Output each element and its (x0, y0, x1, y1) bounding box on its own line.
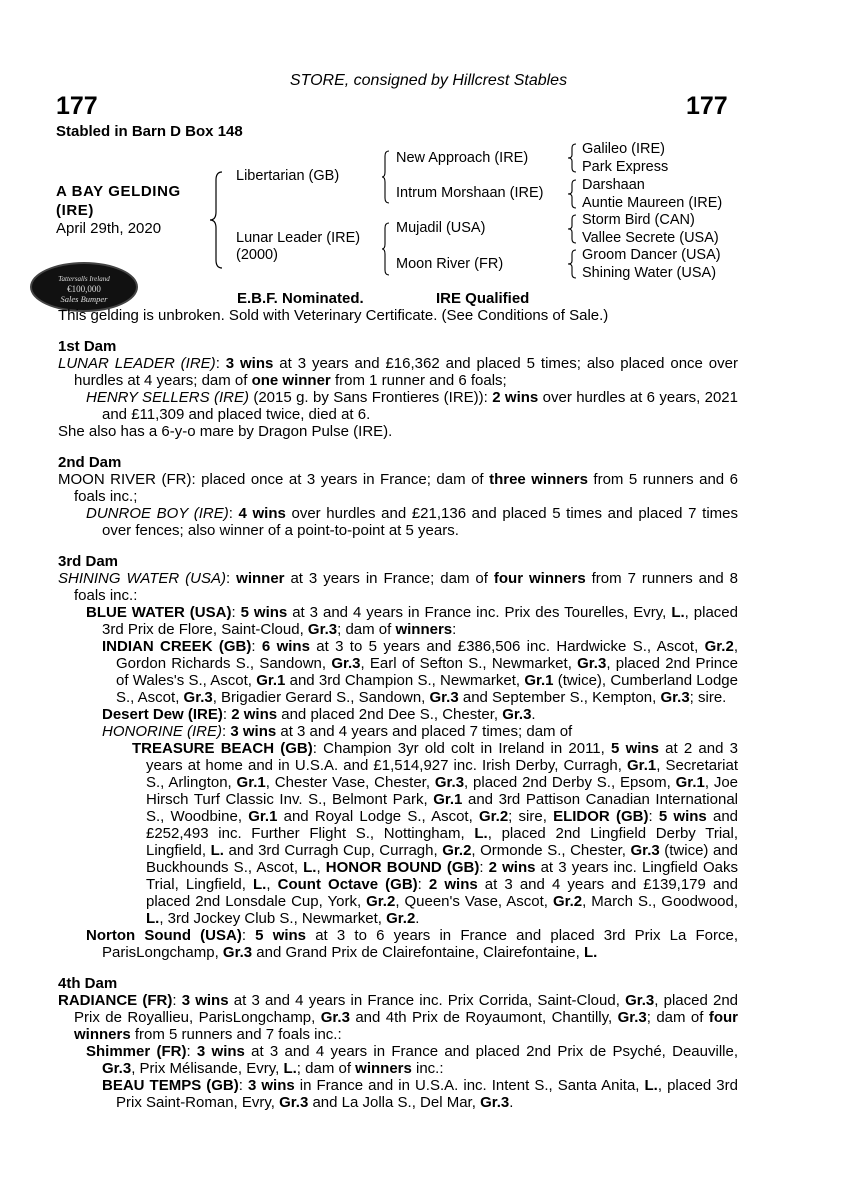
section-heading-1st-dam: 1st Dam (58, 338, 117, 355)
produce-record (58, 338, 738, 1111)
pedigree-brace-g1 (566, 142, 578, 174)
pedigree-dam: Lunar Leader (IRE) (236, 230, 361, 246)
dam-1-produce: HENRY SELLERS (IRE) (2015 g. by Sans Frontieres (IRE)): 2 wins over hurdles at 6 years, 2021 and £11,309 and placed twice, died at 6. (86, 389, 738, 423)
stabling-info: Stabled in Barn D Box 148 (56, 123, 243, 140)
horse-description: A BAY GELDING (56, 183, 181, 200)
dam-3-produce-treasure-beach: TREASURE BEACH (GB): Champion 3yr old colt in Ireland in 2011, 5 wins at 2 and 3 years at home and in U.S.A. and £1,514,927 inc. Irish Derby, Curragh, Gr.1, Secretariat S., Arlington, Gr.1, Chester Vase, Chester, Gr.3, placed 2nd Derby S., Epsom, Gr.1, Joe Hirsch Turf Classic Inv. S., Belmont Park, Gr.1 and 3rd Pattison Canadian International S., Woodbine, Gr.1 and Royal Lodge S., Ascot, Gr.2; sire, ELIDOR (GB): 5 wins and £252,493 inc. Further Flight S., Nottingham, L., placed 2nd Lingfield Derby Trial, Lingfield, L. and 3rd Curragh Cup, Curragh, Gr.2, Ormonde S., Chester, Gr.3 (twice) and Buckhounds S., Ascot, L., HONOR BOUND (GB): 2 wins at 3 years inc. Lingfield Oaks Trial, Lingfield, L., Count Octave (GB): 2 wins at 3 and 4 years and £139,179 and placed 2nd Lonsdale Cup, York, Gr.2, Queen's Vase, Ascot, Gr.2, March S., Goodwood, L., 3rd Jockey Club S., Newmarket, Gr.2. (132, 740, 739, 927)
logo-line-3: Sales Bumper (60, 294, 108, 304)
pedigree-sire: Libertarian (GB) (236, 168, 340, 184)
pedigree-brace-g2 (566, 178, 578, 210)
logo-line-1: Tattersalls Ireland (58, 275, 110, 283)
consignor-line: STORE, consigned by Hillcrest Stables (289, 72, 568, 89)
dam-1-note: She also has a 6-y-o mare by Dragon Pulse (IRE). (58, 423, 393, 440)
lot-number-left: 177 (56, 92, 98, 120)
pedigree-sire-sire: New Approach (IRE) (396, 150, 529, 166)
pedigree-brace-sire (380, 149, 392, 205)
dam-3-produce-honorine: HONORINE (IRE): 3 wins at 3 and 4 years and placed 7 times; dam of (102, 723, 573, 740)
logo-line-2: €100,000 (67, 284, 101, 294)
dam-2-produce: DUNROE BOY (IRE): 4 wins over hurdles and £21,136 and placed 5 times and placed 7 times over fences; also winner of a point-to-point at 5 years. (86, 505, 738, 539)
pedigree-brace-main (208, 170, 228, 270)
horse-country: (IRE) (56, 202, 94, 219)
pedigree-g2: Park Express (582, 159, 669, 175)
ebf-status: E.B.F. Nominated. (237, 290, 364, 307)
pedigree-brace-g4 (566, 248, 578, 280)
pedigree-g7: Groom Dancer (USA) (582, 247, 721, 263)
section-heading-3rd-dam: 3rd Dam (58, 553, 119, 570)
sales-bumper-logo (30, 262, 138, 312)
lot-number-right: 177 (686, 92, 728, 120)
pedigree-dam-dam: Moon River (FR) (396, 256, 504, 272)
pedigree-brace-g3 (566, 213, 578, 245)
dam-3-produce-norton-sound: Norton Sound (USA): 5 wins at 3 to 6 years in France and placed 3rd Prix La Force, ParisLongchamp, Gr.3 and Grand Prix de Clairefontaine, Clairefontaine, L. (86, 927, 738, 961)
pedigree-dam-sire: Mujadil (USA) (396, 220, 486, 236)
dam-4-entry: RADIANCE (FR): 3 wins at 3 and 4 years in France inc. Prix Corrida, Saint-Cloud, Gr.3, placed 2nd Prix de Royallieu, ParisLongchamp, Gr.3 and 4th Prix de Royaumont, Chantilly, Gr.3; dam of four winners from 5 runners and 7 foals inc.: (58, 992, 739, 1043)
pedigree-g5: Storm Bird (CAN) (582, 212, 695, 228)
dam-2-entry: MOON RIVER (FR): placed once at 3 years in France; dam of three winners from 5 runners and 6 foals inc.; (58, 471, 738, 505)
dam-1-entry: LUNAR LEADER (IRE): 3 wins at 3 years and £16,362 and placed 5 times; also placed once over hurdles at 4 years; dam of one winner from 1 runner and 6 foals; (58, 355, 738, 389)
pedigree-dam-year: (2000) (236, 247, 278, 263)
dam-4-produce-beau-temps: BEAU TEMPS (GB): 3 wins in France and in U.S.A. inc. Intent S., Santa Anita, L., placed 3rd Prix Saint-Roman, Evry, Gr.3 and La Jolla S., Del Mar, Gr.3. (102, 1077, 738, 1111)
dam-4-produce-shimmer: Shimmer (FR): 3 wins at 3 and 4 years in France and placed 2nd Prix de Psyché, Deauville, Gr.3, Prix Mélisande, Evry, L.; dam of winners inc.: (86, 1043, 738, 1077)
section-heading-4th-dam: 4th Dam (58, 975, 118, 992)
sale-note: This gelding is unbroken. Sold with Veterinary Certificate. (See Conditions of Sale.) (58, 307, 609, 324)
dam-3-entry: SHINING WATER (USA): winner at 3 years in France; dam of four winners from 7 runners and 8 foals inc.: (58, 570, 739, 604)
foaling-date: April 29th, 2020 (56, 220, 162, 237)
ire-status: IRE Qualified (436, 290, 530, 307)
dam-3-produce-indian-creek: INDIAN CREEK (GB): 6 wins at 3 to 5 years and £386,506 inc. Hardwicke S., Ascot, Gr.2, Gordon Richards S., Sandown, Gr.3, Earl of Sefton S., Newmarket, Gr.3, placed 2nd Prince of Wales's S., Ascot, Gr.1 and 3rd Champion S., Newmarket, Gr.1 (twice), Cumberland Lodge S., Ascot, Gr.3, Brigadier Gerard S., Sandown, Gr.3 and September S., Kempton, Gr.3; sire. (102, 638, 738, 706)
section-heading-2nd-dam: 2nd Dam (58, 454, 122, 471)
dam-3-produce-blue-water: BLUE WATER (USA): 5 wins at 3 and 4 years in France inc. Prix des Tourelles, Evry, L., placed 3rd Prix de Flore, Saint-Cloud, Gr.3; dam of winners: (86, 604, 738, 638)
pedigree-g4: Auntie Maureen (IRE) (582, 195, 723, 211)
pedigree-g6: Vallee Secrete (USA) (582, 230, 719, 246)
pedigree-g8: Shining Water (USA) (582, 265, 717, 281)
pedigree-g3: Darshaan (582, 177, 645, 193)
pedigree-sire-dam: Intrum Morshaan (IRE) (396, 185, 544, 201)
pedigree-g1: Galileo (IRE) (582, 141, 665, 157)
dam-3-produce-desert-dew: Desert Dew (IRE): 2 wins and placed 2nd Dee S., Chester, Gr.3. (102, 706, 536, 723)
pedigree-brace-dam (380, 221, 392, 277)
